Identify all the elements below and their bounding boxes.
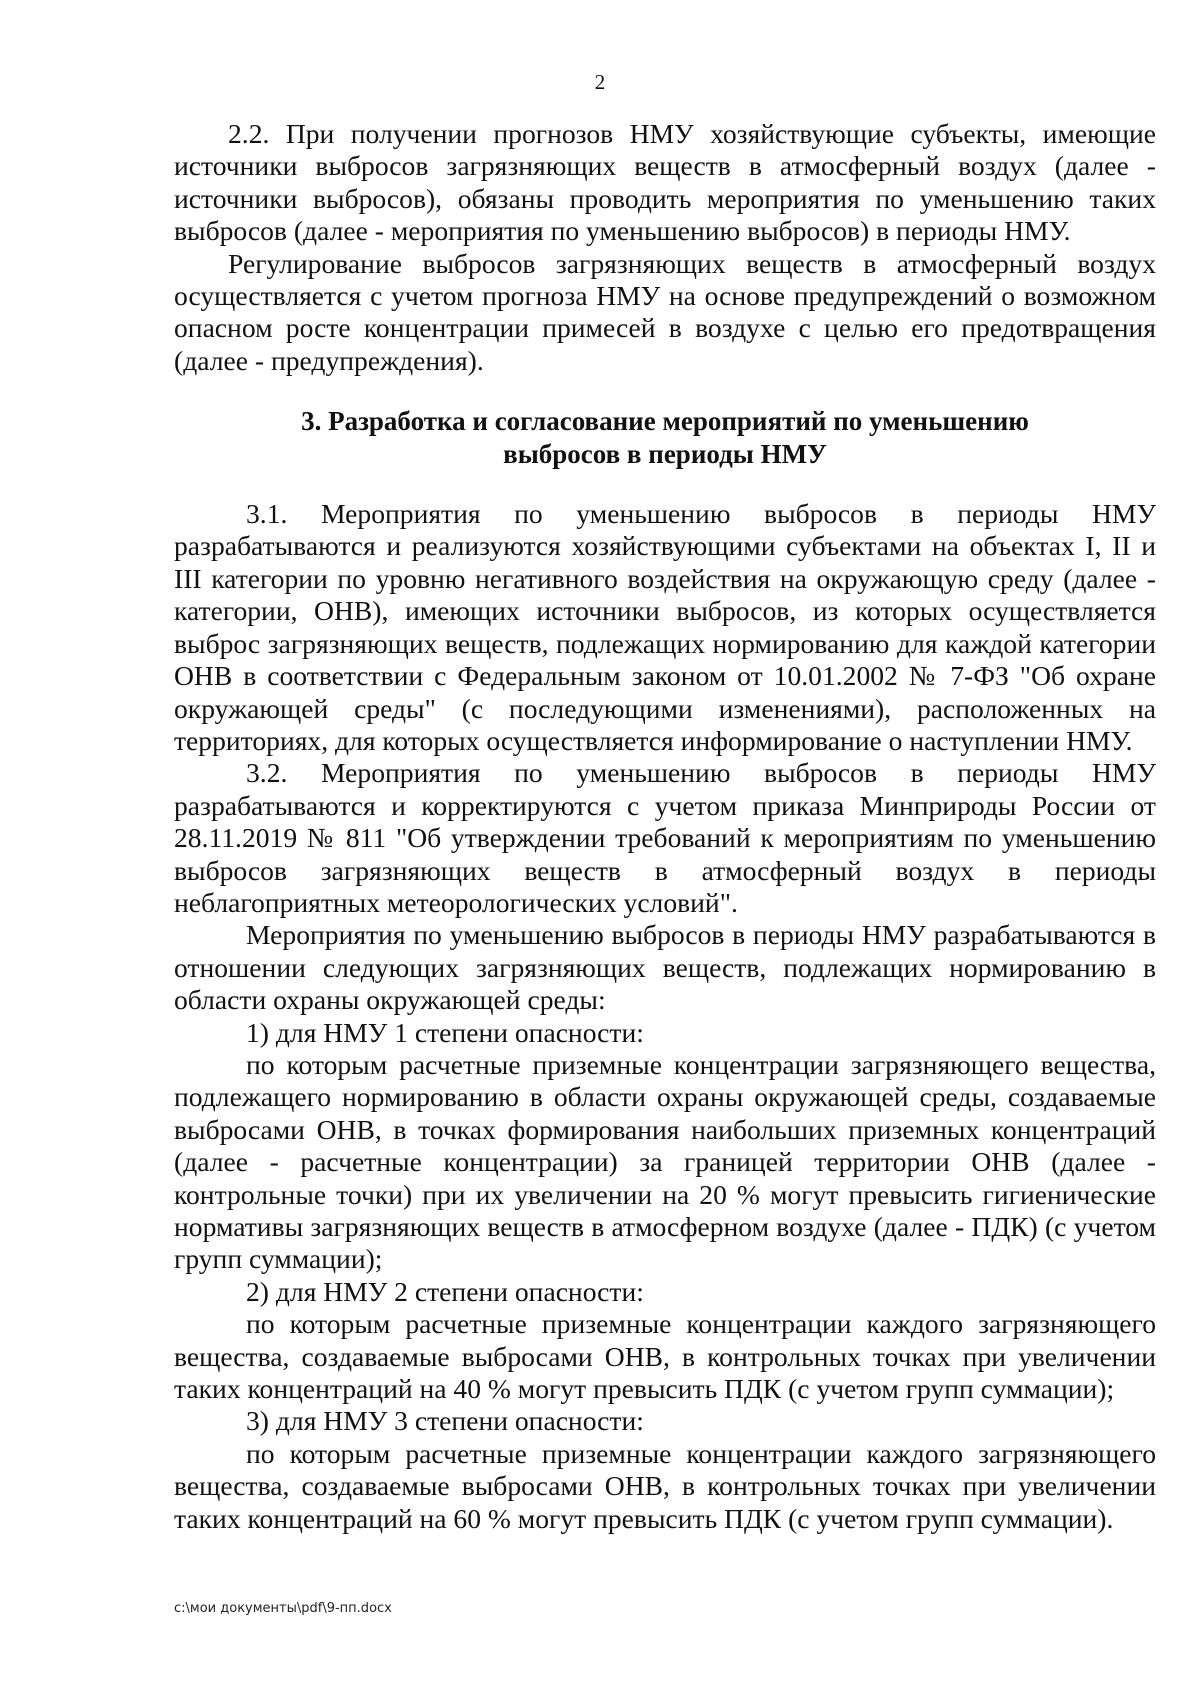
- file-path-footer: c:\мои документы\pdf\9-пп.docx: [174, 1601, 392, 1616]
- paragraph-degree-1-detail: по которым расчетные приземные концентрации загрязняющего вещества, подлежащего нормированию в области охраны окружающей среды, создаваемые выбросами ОНВ, в точках формирования наибольших приземных концентраций (далее - расчетные концентрации) за границей территории ОНВ (далее - контрольные точки) при их увеличении на 20 % могут превысить гигиенические нормативы загрязняющих веществ в атмосферном воздухе (далее - ПДК) (с учетом групп суммации);: [174, 1048, 1156, 1275]
- list-item-degree-2: 2) для НМУ 2 степени опасности:: [246, 1275, 644, 1307]
- section-3-heading-line1: 3. Разработка и согласование мероприятий по уменьшению: [301, 406, 1029, 437]
- paragraph-2-2: 2.2. При получении прогнозов НМУ хозяйствующие субъекты, имеющие источники выбросов загрязняющих веществ в атмосферный воздух (далее - источники выбросов), обязаны проводить мероприятия по уменьшению таких выбросов (далее - мероприятия по уменьшению выбросов) в периоды НМУ.: [174, 118, 1156, 247]
- paragraph-degree-3-detail: по которым расчетные приземные концентрации каждого загрязняющего вещества, создаваемые выбросами ОНВ, в контрольных точках при увеличении таких концентраций на 60 % могут превысить ПДК (с учетом групп суммации).: [174, 1437, 1156, 1534]
- list-item-degree-1: 1) для НМУ 1 степени опасности:: [246, 1016, 644, 1048]
- section-3-heading: [174, 405, 1156, 470]
- paragraph-3-1: 3.1. Мероприятия по уменьшению выбросов в периоды НМУ разрабатываются и реализуются хозяйствующими субъектами на объектах I, II и III категории по уровню негативного воздействия на окружающую среду (далее - категории, ОНВ), имеющих источники выбросов, из которых осуществляется выброс загрязняющих веществ, подлежащих нормированию для каждой категории ОНВ в соответствии с Федеральным законом от 10.01.2002 № 7-ФЗ "Об охране окружающей среды" (с последующими изменениями), расположенных на территориях, для которых осуществляется информирование о наступлении НМУ.: [174, 498, 1156, 756]
- section-3-heading-line2: выбросов в периоды НМУ: [503, 438, 827, 469]
- paragraph-degree-2-detail: по которым расчетные приземные концентрации каждого загрязняющего вещества, создаваемые выбросами ОНВ, в контрольных точках при увеличении таких концентраций на 40 % могут превысить ПДК (с учетом групп суммации);: [174, 1308, 1156, 1405]
- paragraph-regulation: Регулирование выбросов загрязняющих веществ в атмосферный воздух осуществляется с учетом прогноза НМУ на основе предупреждений о возможном опасном росте концентрации примесей в воздухе с целью его предотвращения (далее - предупреждения).: [174, 247, 1156, 376]
- paragraph-pollutants-intro: Мероприятия по уменьшению выбросов в периоды НМУ разрабатываются в отношении следующих загрязняющих веществ, подлежащих нормированию в области охраны окружающей среды:: [174, 919, 1156, 1016]
- paragraph-3-2: 3.2. Мероприятия по уменьшению выбросов в периоды НМУ разрабатываются и корректируются с учетом приказа Минприроды России от 28.11.2019 № 811 "Об утверждении требований к мероприятиям по уменьшению выбросов загрязняющих веществ в атмосферный воздух в периоды неблагоприятных метеорологических условий".: [174, 757, 1156, 918]
- list-item-degree-3: 3) для НМУ 3 степени опасности:: [246, 1405, 644, 1437]
- page-number: 2: [594, 70, 606, 94]
- document-body: [174, 118, 1156, 1535]
